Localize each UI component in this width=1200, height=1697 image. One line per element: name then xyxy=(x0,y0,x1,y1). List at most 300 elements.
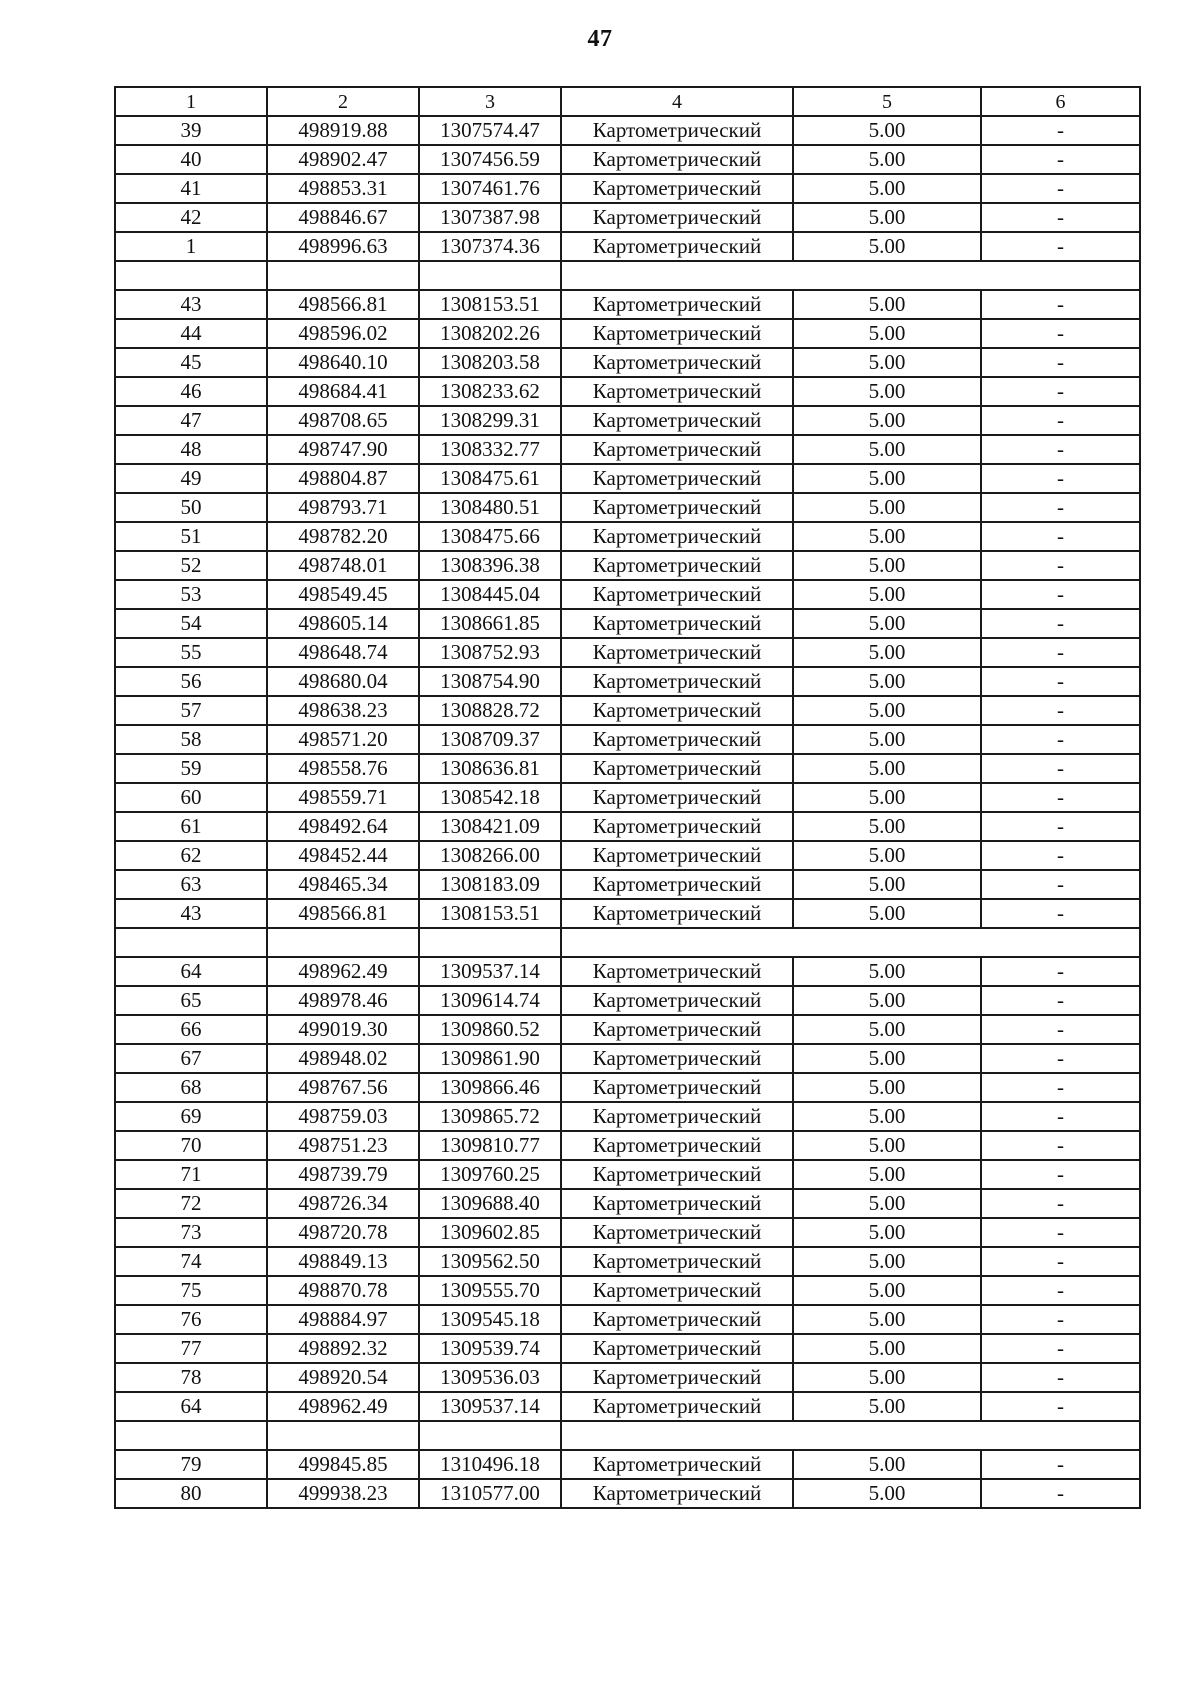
table-cell: 5.00 xyxy=(793,493,981,522)
table-cell: Картометрический xyxy=(561,203,793,232)
table-cell: 498680.04 xyxy=(267,667,419,696)
table-cell: 1309688.40 xyxy=(419,1189,561,1218)
table-cell: - xyxy=(981,1363,1140,1392)
header-cell: 1 xyxy=(115,87,267,116)
table-cell: 1308752.93 xyxy=(419,638,561,667)
table-cell: 498596.02 xyxy=(267,319,419,348)
table-cell: - xyxy=(981,116,1140,145)
table-cell: 498767.56 xyxy=(267,1073,419,1102)
table-cell: 498739.79 xyxy=(267,1160,419,1189)
table-cell: - xyxy=(981,1247,1140,1276)
table-cell: 498759.03 xyxy=(267,1102,419,1131)
table-cell: 498708.65 xyxy=(267,406,419,435)
table-cell: Картометрический xyxy=(561,1189,793,1218)
table-cell: 53 xyxy=(115,580,267,609)
table-cell: 498747.90 xyxy=(267,435,419,464)
table-cell: 498549.45 xyxy=(267,580,419,609)
table-cell: 5.00 xyxy=(793,1044,981,1073)
table-cell: 5.00 xyxy=(793,957,981,986)
table-cell: 498978.46 xyxy=(267,986,419,1015)
table-cell: - xyxy=(981,1189,1140,1218)
table-cell: 49 xyxy=(115,464,267,493)
table-cell: 5.00 xyxy=(793,783,981,812)
table-cell: - xyxy=(981,899,1140,928)
table-row xyxy=(115,493,1140,522)
page-number: 47 xyxy=(587,26,613,52)
table-cell: 1307456.59 xyxy=(419,145,561,174)
table-cell: Картометрический xyxy=(561,116,793,145)
table-cell: 5.00 xyxy=(793,609,981,638)
table-row xyxy=(115,1131,1140,1160)
table-cell: - xyxy=(981,638,1140,667)
table-cell: 498782.20 xyxy=(267,522,419,551)
table-cell: 498884.97 xyxy=(267,1305,419,1334)
table-cell: 51 xyxy=(115,522,267,551)
table-cell: 1308203.58 xyxy=(419,348,561,377)
table-cell: - xyxy=(981,1102,1140,1131)
table-cell: 498492.64 xyxy=(267,812,419,841)
table-cell: 1307374.36 xyxy=(419,232,561,261)
table-row xyxy=(115,290,1140,319)
table-row xyxy=(115,609,1140,638)
table-cell: 498793.71 xyxy=(267,493,419,522)
table-cell: 5.00 xyxy=(793,1450,981,1479)
table-cell: Картометрический xyxy=(561,870,793,899)
table-cell: Картометрический xyxy=(561,377,793,406)
table-cell: 5.00 xyxy=(793,174,981,203)
table-row xyxy=(115,1305,1140,1334)
header-cell: 4 xyxy=(561,87,793,116)
table-cell: 498571.20 xyxy=(267,725,419,754)
table-cell: 498919.88 xyxy=(267,116,419,145)
table-cell: 5.00 xyxy=(793,1015,981,1044)
table-cell: 1308153.51 xyxy=(419,899,561,928)
table-row xyxy=(115,1479,1140,1508)
table-cell: 498962.49 xyxy=(267,957,419,986)
header-cell: 3 xyxy=(419,87,561,116)
table-cell: Картометрический xyxy=(561,1131,793,1160)
separator-cell xyxy=(419,261,561,290)
table-cell: Картометрический xyxy=(561,1392,793,1421)
table-row xyxy=(115,464,1140,493)
separator-cell xyxy=(267,928,419,957)
table-cell: 1309537.14 xyxy=(419,1392,561,1421)
table-cell: 498566.81 xyxy=(267,290,419,319)
table-cell: 74 xyxy=(115,1247,267,1276)
table-cell: 1309536.03 xyxy=(419,1363,561,1392)
table-cell: Картометрический xyxy=(561,638,793,667)
table-cell: 498720.78 xyxy=(267,1218,419,1247)
table-cell: Картометрический xyxy=(561,609,793,638)
table-cell: 499019.30 xyxy=(267,1015,419,1044)
table-cell: 59 xyxy=(115,754,267,783)
table-cell: 1308421.09 xyxy=(419,812,561,841)
table-cell: 5.00 xyxy=(793,551,981,580)
table-row xyxy=(115,551,1140,580)
table-cell: 498751.23 xyxy=(267,1131,419,1160)
table-cell: Картометрический xyxy=(561,232,793,261)
table-cell: 48 xyxy=(115,435,267,464)
table-cell: 498640.10 xyxy=(267,348,419,377)
table-cell: 1308754.90 xyxy=(419,667,561,696)
table-cell: Картометрический xyxy=(561,1102,793,1131)
table-cell: - xyxy=(981,1218,1140,1247)
table-cell: - xyxy=(981,870,1140,899)
table-cell: 499845.85 xyxy=(267,1450,419,1479)
table-cell: 64 xyxy=(115,957,267,986)
table-cell: 1308332.77 xyxy=(419,435,561,464)
table-cell: 498559.71 xyxy=(267,783,419,812)
table-cell: 43 xyxy=(115,899,267,928)
table-cell: 498892.32 xyxy=(267,1334,419,1363)
table-cell: 1307387.98 xyxy=(419,203,561,232)
table-cell: 498605.14 xyxy=(267,609,419,638)
table-cell: 498748.01 xyxy=(267,551,419,580)
table-cell: 1309865.72 xyxy=(419,1102,561,1131)
table-cell: - xyxy=(981,1334,1140,1363)
table-cell: 1309537.14 xyxy=(419,957,561,986)
table-cell: Картометрический xyxy=(561,493,793,522)
table-cell: 41 xyxy=(115,174,267,203)
table-cell: 5.00 xyxy=(793,899,981,928)
table-cell: - xyxy=(981,290,1140,319)
table-cell: 71 xyxy=(115,1160,267,1189)
table-cell: 498638.23 xyxy=(267,696,419,725)
table-cell: 1309555.70 xyxy=(419,1276,561,1305)
table-cell: 66 xyxy=(115,1015,267,1044)
table-cell: - xyxy=(981,174,1140,203)
table-cell: 75 xyxy=(115,1276,267,1305)
table-cell: Картометрический xyxy=(561,1479,793,1508)
table-cell: Картометрический xyxy=(561,145,793,174)
table-cell: Картометрический xyxy=(561,174,793,203)
table-cell: 5.00 xyxy=(793,1305,981,1334)
separator-cell xyxy=(115,1421,267,1450)
table-cell: 68 xyxy=(115,1073,267,1102)
table-row xyxy=(115,522,1140,551)
table-cell: 1309760.25 xyxy=(419,1160,561,1189)
table-cell: 52 xyxy=(115,551,267,580)
table-cell: Картометрический xyxy=(561,551,793,580)
table-cell: 498684.41 xyxy=(267,377,419,406)
table-cell: 1308542.18 xyxy=(419,783,561,812)
table-cell: 5.00 xyxy=(793,754,981,783)
table-cell: Картометрический xyxy=(561,1276,793,1305)
table-cell: 5.00 xyxy=(793,1073,981,1102)
table-cell: 498846.67 xyxy=(267,203,419,232)
separator-cell xyxy=(267,1421,419,1450)
table-row xyxy=(115,348,1140,377)
table-cell: 498452.44 xyxy=(267,841,419,870)
table-row xyxy=(115,667,1140,696)
table-cell: 5.00 xyxy=(793,145,981,174)
table-cell: 498566.81 xyxy=(267,899,419,928)
table-row xyxy=(115,754,1140,783)
table-cell: 5.00 xyxy=(793,667,981,696)
table-cell: 43 xyxy=(115,290,267,319)
table-cell: Картометрический xyxy=(561,580,793,609)
table-cell: 1308299.31 xyxy=(419,406,561,435)
table-cell: 5.00 xyxy=(793,116,981,145)
table-cell: 67 xyxy=(115,1044,267,1073)
separator-cell xyxy=(115,261,267,290)
table-cell: - xyxy=(981,1276,1140,1305)
table-cell: 498962.49 xyxy=(267,1392,419,1421)
table-cell: Картометрический xyxy=(561,435,793,464)
table-cell: 78 xyxy=(115,1363,267,1392)
table-cell: 5.00 xyxy=(793,1160,981,1189)
table-cell: Картометрический xyxy=(561,1015,793,1044)
table-cell: - xyxy=(981,1450,1140,1479)
table-cell: 5.00 xyxy=(793,377,981,406)
table-row xyxy=(115,841,1140,870)
table-cell: 58 xyxy=(115,725,267,754)
table-cell: 1308396.38 xyxy=(419,551,561,580)
table-cell: - xyxy=(981,1044,1140,1073)
table-row xyxy=(115,1044,1140,1073)
table-cell: 5.00 xyxy=(793,1131,981,1160)
table-row xyxy=(115,435,1140,464)
table-cell: - xyxy=(981,841,1140,870)
table-cell: 5.00 xyxy=(793,435,981,464)
table-cell: 40 xyxy=(115,145,267,174)
table-cell: - xyxy=(981,725,1140,754)
table-cell: 1308480.51 xyxy=(419,493,561,522)
table-cell: 5.00 xyxy=(793,464,981,493)
table-cell: 1308475.61 xyxy=(419,464,561,493)
table-cell: 72 xyxy=(115,1189,267,1218)
table-cell: Картометрический xyxy=(561,1363,793,1392)
coordinates-table xyxy=(114,86,1141,1509)
table-row xyxy=(115,1363,1140,1392)
table-row xyxy=(115,725,1140,754)
table-cell: 1308233.62 xyxy=(419,377,561,406)
table-cell: 63 xyxy=(115,870,267,899)
table-cell: 5.00 xyxy=(793,1363,981,1392)
table-cell: 69 xyxy=(115,1102,267,1131)
table-cell: 498465.34 xyxy=(267,870,419,899)
table-cell: Картометрический xyxy=(561,1218,793,1247)
table-cell: 1308661.85 xyxy=(419,609,561,638)
table-row xyxy=(115,1392,1140,1421)
table-row xyxy=(115,203,1140,232)
table-cell: 498648.74 xyxy=(267,638,419,667)
table-cell: 1309545.18 xyxy=(419,1305,561,1334)
table-cell: 1308202.26 xyxy=(419,319,561,348)
table-cell: 1309860.52 xyxy=(419,1015,561,1044)
table-cell: 1 xyxy=(115,232,267,261)
table-cell: 70 xyxy=(115,1131,267,1160)
table-cell: Картометрический xyxy=(561,957,793,986)
table-cell: 46 xyxy=(115,377,267,406)
table-cell: 5.00 xyxy=(793,522,981,551)
table-cell: 1309866.46 xyxy=(419,1073,561,1102)
table-cell: 54 xyxy=(115,609,267,638)
table-cell: Картометрический xyxy=(561,1044,793,1073)
table-cell: 1307461.76 xyxy=(419,174,561,203)
table-cell: 498920.54 xyxy=(267,1363,419,1392)
table-cell: - xyxy=(981,754,1140,783)
table-cell: - xyxy=(981,1392,1140,1421)
table-cell: 65 xyxy=(115,986,267,1015)
table-cell: 498726.34 xyxy=(267,1189,419,1218)
table-cell: 50 xyxy=(115,493,267,522)
table-row xyxy=(115,1160,1140,1189)
table-cell: - xyxy=(981,783,1140,812)
table-cell: 5.00 xyxy=(793,696,981,725)
table-cell: 42 xyxy=(115,203,267,232)
table-cell: 499938.23 xyxy=(267,1479,419,1508)
table-cell: - xyxy=(981,522,1140,551)
table-cell: 1309810.77 xyxy=(419,1131,561,1160)
table-cell: - xyxy=(981,609,1140,638)
table-cell: Картометрический xyxy=(561,725,793,754)
table-cell: 498558.76 xyxy=(267,754,419,783)
table-cell: 1310496.18 xyxy=(419,1450,561,1479)
table-cell: 80 xyxy=(115,1479,267,1508)
header-cell: 6 xyxy=(981,87,1140,116)
table-cell: 1308636.81 xyxy=(419,754,561,783)
separator-cell xyxy=(115,928,267,957)
table-cell: 498853.31 xyxy=(267,174,419,203)
separator-cell xyxy=(561,1421,1140,1450)
table-cell: 5.00 xyxy=(793,580,981,609)
table-row xyxy=(115,174,1140,203)
table-cell: - xyxy=(981,377,1140,406)
table-row xyxy=(115,1247,1140,1276)
table-cell: 44 xyxy=(115,319,267,348)
table-cell: 5.00 xyxy=(793,1392,981,1421)
table-row xyxy=(115,1276,1140,1305)
table-cell: - xyxy=(981,1160,1140,1189)
header-cell: 2 xyxy=(267,87,419,116)
table-cell: 1308445.04 xyxy=(419,580,561,609)
separator-cell xyxy=(419,928,561,957)
table-row xyxy=(115,1102,1140,1131)
table-cell: - xyxy=(981,986,1140,1015)
table-cell: Картометрический xyxy=(561,1305,793,1334)
table-cell: Картометрический xyxy=(561,754,793,783)
table-cell: - xyxy=(981,348,1140,377)
table-cell: 5.00 xyxy=(793,290,981,319)
table-cell: - xyxy=(981,232,1140,261)
table-cell: 1310577.00 xyxy=(419,1479,561,1508)
table-cell: 5.00 xyxy=(793,406,981,435)
table-cell: 56 xyxy=(115,667,267,696)
table-cell: 5.00 xyxy=(793,232,981,261)
table-cell: Картометрический xyxy=(561,464,793,493)
table-cell: - xyxy=(981,1015,1140,1044)
table-cell: 498849.13 xyxy=(267,1247,419,1276)
table-row xyxy=(115,870,1140,899)
table-row xyxy=(115,899,1140,928)
table-cell: Картометрический xyxy=(561,696,793,725)
table-cell: 1308266.00 xyxy=(419,841,561,870)
table-cell: 1309614.74 xyxy=(419,986,561,1015)
table-body xyxy=(115,87,1140,1508)
table-cell: - xyxy=(981,1073,1140,1102)
table-cell: Картометрический xyxy=(561,406,793,435)
table-cell: 5.00 xyxy=(793,319,981,348)
table-cell: Картометрический xyxy=(561,812,793,841)
table-cell: 1308183.09 xyxy=(419,870,561,899)
header-cell: 5 xyxy=(793,87,981,116)
table-cell: 5.00 xyxy=(793,1334,981,1363)
table-row xyxy=(115,116,1140,145)
table-row xyxy=(115,377,1140,406)
table-row xyxy=(115,145,1140,174)
table-cell: 5.00 xyxy=(793,1189,981,1218)
table-cell: 498902.47 xyxy=(267,145,419,174)
table-row xyxy=(115,1073,1140,1102)
table-cell: Картометрический xyxy=(561,783,793,812)
table-cell: - xyxy=(981,203,1140,232)
table-cell: 1309562.50 xyxy=(419,1247,561,1276)
table-row xyxy=(115,1450,1140,1479)
table-header-row xyxy=(115,87,1140,116)
table-cell: - xyxy=(981,319,1140,348)
table-cell: Картометрический xyxy=(561,348,793,377)
table-cell: 5.00 xyxy=(793,1276,981,1305)
table-cell: Картометрический xyxy=(561,1160,793,1189)
table-cell: Картометрический xyxy=(561,986,793,1015)
table-cell: 64 xyxy=(115,1392,267,1421)
table-cell: 77 xyxy=(115,1334,267,1363)
table-cell: 5.00 xyxy=(793,812,981,841)
table-cell: 79 xyxy=(115,1450,267,1479)
table-cell: - xyxy=(981,1479,1140,1508)
table-cell: - xyxy=(981,957,1140,986)
separator-cell xyxy=(561,928,1140,957)
table-cell: - xyxy=(981,667,1140,696)
table-row xyxy=(115,580,1140,609)
table-cell: 1309861.90 xyxy=(419,1044,561,1073)
table-row xyxy=(115,812,1140,841)
separator-cell xyxy=(561,261,1140,290)
table-cell: 62 xyxy=(115,841,267,870)
table-cell: - xyxy=(981,580,1140,609)
table-row xyxy=(115,696,1140,725)
table-cell: Картометрический xyxy=(561,899,793,928)
table-cell: - xyxy=(981,696,1140,725)
table-row xyxy=(115,638,1140,667)
table-row xyxy=(115,957,1140,986)
table-row xyxy=(115,1218,1140,1247)
table-cell: - xyxy=(981,1305,1140,1334)
table-cell: - xyxy=(981,406,1140,435)
table-cell: 5.00 xyxy=(793,1218,981,1247)
table-cell: Картометрический xyxy=(561,667,793,696)
table-cell: 1307574.47 xyxy=(419,116,561,145)
table-cell: 73 xyxy=(115,1218,267,1247)
table-cell: - xyxy=(981,435,1140,464)
table-cell: - xyxy=(981,464,1140,493)
separator-cell xyxy=(267,261,419,290)
table-cell: - xyxy=(981,145,1140,174)
table-cell: 61 xyxy=(115,812,267,841)
table-cell: Картометрический xyxy=(561,1450,793,1479)
table-cell: Картометрический xyxy=(561,1073,793,1102)
table-cell: 498870.78 xyxy=(267,1276,419,1305)
table-separator-row xyxy=(115,928,1140,957)
table-separator-row xyxy=(115,1421,1140,1450)
table-cell: 5.00 xyxy=(793,986,981,1015)
table-cell: 5.00 xyxy=(793,725,981,754)
table-cell: 39 xyxy=(115,116,267,145)
table-cell: 5.00 xyxy=(793,1247,981,1276)
table-cell: Картометрический xyxy=(561,522,793,551)
table-cell: 60 xyxy=(115,783,267,812)
